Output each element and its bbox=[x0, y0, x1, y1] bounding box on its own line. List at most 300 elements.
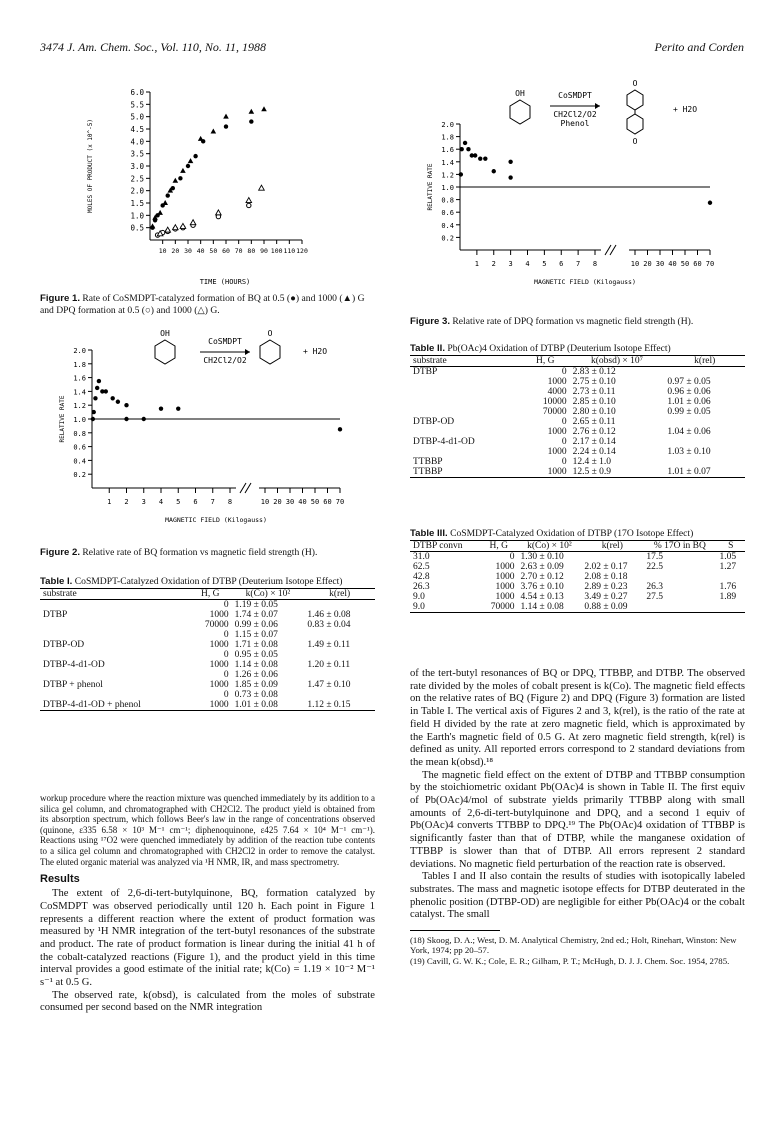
table-1-cell: 1.49 ± 0.11 bbox=[307, 639, 351, 650]
y-tick-label: 0.8 bbox=[73, 429, 86, 438]
y-tick-label: 0.4 bbox=[441, 221, 454, 230]
x-axis-label: TIME (HOURS) bbox=[199, 278, 251, 286]
phenol-oh-label: OH bbox=[515, 89, 525, 98]
table-1-cell: 1.74 ± 0.07 bbox=[234, 609, 278, 620]
scheme-water: + H2O bbox=[672, 105, 698, 114]
table-3-cell: 1000 bbox=[495, 571, 515, 582]
table-2-cell: TTBBP bbox=[413, 456, 443, 467]
table-3-cell bbox=[716, 572, 745, 582]
table-3-cell: 2.70 ± 0.12 bbox=[520, 571, 564, 582]
table-1-cell: 1.01 ± 0.08 bbox=[234, 699, 278, 710]
data-point bbox=[211, 128, 217, 133]
figure-1 bbox=[70, 88, 320, 293]
table-2-cell: 70000 bbox=[542, 406, 567, 417]
y-axis-label: MOLES OF PRODUCT (x 10^-5) bbox=[87, 119, 94, 213]
table-1-cell: 1.46 ± 0.08 bbox=[307, 609, 351, 620]
table-1-cell: 1.12 ± 0.15 bbox=[307, 699, 351, 710]
table-3-cell: 42.8 bbox=[413, 571, 430, 582]
y-axis-label: RELATIVE RATE bbox=[427, 163, 434, 211]
data-point bbox=[193, 154, 197, 158]
table-row bbox=[40, 660, 375, 670]
y-tick-label: 1.4 bbox=[441, 158, 454, 167]
data-point bbox=[459, 147, 463, 151]
scheme-catalyst: CoSMDPT bbox=[208, 337, 242, 346]
table-3-cell: 17.5 bbox=[646, 551, 663, 562]
x-tick-label: 60 bbox=[222, 247, 230, 255]
x-tick-label: 70 bbox=[234, 247, 243, 255]
table-1 bbox=[40, 588, 375, 711]
y-tick-label: 2.0 bbox=[73, 347, 86, 355]
table-3-cell: 31.0 bbox=[413, 551, 430, 562]
table-3-cell: 2.89 ± 0.23 bbox=[584, 581, 628, 592]
scheme-conditions: CH2Cl2/O2 bbox=[553, 110, 597, 119]
table-1-cell: 0.95 ± 0.05 bbox=[234, 649, 278, 660]
table-1-cell: 0.83 ± 0.04 bbox=[307, 619, 351, 630]
table-row bbox=[40, 680, 375, 690]
table-row bbox=[410, 447, 745, 457]
figure-2 bbox=[50, 330, 380, 550]
table-1-cell: DTBP + phenol bbox=[43, 679, 103, 690]
x-tick-label: 50 bbox=[310, 498, 320, 506]
phenol-oh-label: OH bbox=[160, 330, 170, 338]
table-3-header-3: k(rel) bbox=[581, 540, 643, 551]
workup-paragraph: workup procedure where the reaction mixture was quenched immediately by its addition to a silica gel column, and chromatographed with CH2Cl2. The product yield is obtained from its absorption spectrum, which follows Beer's law in the range of concentrations observed (quinone, ε335 6.58 × 10³ M⁻¹ cm⁻¹; diphenoquinone, ε425 7.64 × 10⁴ M⁻¹ cm⁻¹). Reactions using ¹⁷O2 were quenched immediately by addition of the reaction tube contents to a silica gel column and chromatographed with CH2Cl2 in order to remove the catalyst. The eluted organic material was analyzed via ¹H NMR, IR, and mass spectrometry. bbox=[40, 793, 375, 867]
x-tick-label: 60 bbox=[693, 260, 702, 268]
scheme-arrowhead bbox=[245, 349, 250, 355]
table-2-cell: 2.75 ± 0.10 bbox=[572, 376, 616, 387]
data-point bbox=[186, 164, 190, 168]
table-1-cell: 1000 bbox=[209, 639, 229, 650]
x-tick-label: 1 bbox=[474, 260, 479, 268]
scheme-conditions: CH2Cl2/O2 bbox=[203, 356, 247, 365]
table-3-header-1: H, G bbox=[480, 540, 518, 551]
table-2-cell bbox=[410, 387, 521, 397]
table-2-header-1: H, G bbox=[521, 355, 570, 366]
running-header-right: Perito and Corden bbox=[654, 40, 744, 54]
right-paragraph-3: Tables I and II also contain the results of studies with isotopically labeled substrates. The mass and magnetic isotope effects for DTBP deuterated in the phenolic position (DTBP-OD) are negligible for either Pb(OAc)4 or the cobalt catalyst. The small bbox=[410, 871, 745, 921]
data-point bbox=[466, 147, 470, 151]
y-tick-label: 4.0 bbox=[130, 137, 144, 147]
x-tick-label: 50 bbox=[680, 260, 690, 268]
dpq-o-top-label: O bbox=[632, 79, 638, 88]
table-3-cell: 1000 bbox=[495, 591, 515, 602]
table-3-cell: 1.27 bbox=[719, 561, 737, 572]
scheme-water: + H2O bbox=[302, 347, 328, 356]
table-3-cell: 3.76 ± 0.10 bbox=[520, 581, 564, 592]
y-tick-label: 3.0 bbox=[130, 162, 144, 171]
table-2-cell bbox=[664, 457, 745, 467]
data-point bbox=[459, 172, 463, 176]
table-3-cell: 0.88 ± 0.09 bbox=[584, 601, 628, 612]
table-2-title: Pb(OAc)4 Oxidation of DTBP (Deuterium Isotope Effect) bbox=[447, 343, 671, 354]
x-tick-label: 70 bbox=[335, 498, 345, 506]
table-2-cell bbox=[664, 437, 745, 447]
table-row bbox=[410, 387, 745, 397]
x-tick-label: 80 bbox=[247, 247, 256, 255]
table-3-caption bbox=[410, 528, 745, 540]
table-3-cell: 26.3 bbox=[413, 581, 430, 592]
table-2-header-2: k(obsd) × 10⁷ bbox=[570, 355, 665, 366]
axis-break bbox=[240, 483, 246, 493]
x-tick-label: 2 bbox=[124, 498, 129, 506]
table-2-cell: DTBP bbox=[413, 366, 438, 377]
y-tick-label: 5.0 bbox=[130, 112, 144, 122]
table-1-cell bbox=[304, 599, 375, 610]
x-axis-label: MAGNETIC FIELD (Kilogauss) bbox=[534, 278, 636, 286]
table-1-cell bbox=[40, 650, 189, 660]
y-tick-label: 2.5 bbox=[130, 174, 144, 184]
table-1-cell: 1000 bbox=[209, 609, 229, 620]
y-tick-label: 1.0 bbox=[130, 211, 144, 221]
data-point bbox=[180, 168, 186, 173]
data-point bbox=[162, 200, 168, 205]
table-3-cell: 1000 bbox=[495, 581, 515, 592]
table-3-cell: 22.5 bbox=[646, 561, 663, 572]
table-1-cell bbox=[40, 690, 189, 700]
data-point bbox=[142, 417, 146, 421]
data-point bbox=[111, 396, 115, 400]
x-tick-label: 10 bbox=[158, 247, 167, 255]
scheme-catalyst: CoSMDPT bbox=[558, 91, 592, 100]
table-2-caption bbox=[410, 343, 745, 355]
y-tick-label: 0.2 bbox=[73, 471, 86, 480]
data-point bbox=[259, 185, 265, 190]
data-point bbox=[223, 114, 229, 119]
table-1-cell bbox=[40, 620, 189, 630]
right-text bbox=[410, 668, 745, 966]
table-2-cell: 2.17 ± 0.14 bbox=[572, 436, 616, 447]
axis-break bbox=[605, 245, 611, 255]
figure-3-chart bbox=[410, 78, 750, 308]
y-tick-label: 1.6 bbox=[73, 374, 86, 383]
x-tick-label: 6 bbox=[193, 498, 198, 506]
table-2-cell: DTBP-OD bbox=[413, 416, 455, 427]
y-tick-label: 0.6 bbox=[73, 443, 86, 452]
y-tick-label: 1.0 bbox=[73, 416, 86, 424]
table-2-cell: 2.24 ± 0.14 bbox=[572, 446, 616, 457]
y-tick-label: 0.5 bbox=[130, 223, 144, 233]
table-1-header-1: H, G bbox=[189, 588, 232, 599]
left-text bbox=[40, 793, 375, 1015]
table-row bbox=[40, 640, 375, 650]
x-tick-label: 50 bbox=[209, 247, 218, 255]
table-3 bbox=[410, 540, 745, 613]
y-tick-label: 1.0 bbox=[441, 184, 454, 192]
table-1-header-2: k(Co) × 10² bbox=[232, 588, 305, 599]
y-tick-label: 2.0 bbox=[130, 186, 144, 196]
table-2-cell: 1000 bbox=[547, 426, 567, 437]
results-heading: Results bbox=[40, 873, 80, 886]
x-tick-label: 6 bbox=[559, 260, 564, 268]
table-1-cell: DTBP bbox=[43, 609, 68, 620]
results-paragraph-1: The extent of 2,6-di-tert-butylquinone, BQ, formation catalyzed by CoSMDPT was observed periodically until 120 h. Each point in Figure 1 represents a different reaction where the extent of product formation was measured by ¹H NMR integration of the tert-butyl resonances of the substrate and product. The rate of product formation is linear during the initial 41 h of the cobalt-catalyzed reactions (Figure 1), and the product yield in this time interval provides a good estimate of the initial rate; k(Co) = 1.19 × 10⁻² M⁻¹ s⁻¹ at 0.5 G. bbox=[40, 888, 375, 989]
table-1-cell: 70000 bbox=[204, 619, 229, 630]
table-3-cell: 9.0 bbox=[413, 591, 425, 602]
table-2-cell: 1.01 ± 0.07 bbox=[667, 466, 711, 477]
data-point bbox=[176, 406, 180, 410]
table-row bbox=[410, 366, 745, 377]
table-row bbox=[40, 700, 375, 711]
table-3-cell bbox=[643, 602, 716, 613]
quinone-o-label: O bbox=[267, 330, 273, 338]
table-3-cell: 1.30 ± 0.10 bbox=[520, 551, 564, 562]
x-tick-label: 7 bbox=[576, 260, 581, 268]
data-point bbox=[91, 417, 95, 421]
x-tick-label: 20 bbox=[643, 260, 652, 268]
table-1-label: Table I. bbox=[40, 576, 73, 587]
table-2-cell bbox=[410, 407, 521, 417]
table-2-cell: 2.76 ± 0.12 bbox=[572, 426, 616, 437]
table-row bbox=[40, 650, 375, 660]
x-tick-label: 30 bbox=[285, 498, 295, 506]
axis-break bbox=[245, 483, 251, 493]
table-2-cell: 12.5 ± 0.9 bbox=[572, 466, 612, 477]
data-point bbox=[159, 406, 163, 410]
table-row bbox=[410, 407, 745, 417]
y-tick-label: 0.8 bbox=[441, 196, 454, 205]
table-3-header-0: DTBP convn bbox=[410, 540, 480, 551]
table-2-block bbox=[410, 343, 745, 478]
x-tick-label: 90 bbox=[260, 247, 268, 255]
x-tick-label: 60 bbox=[323, 498, 332, 506]
y-tick-label: 1.5 bbox=[130, 199, 144, 208]
table-row bbox=[410, 551, 745, 562]
table-2-cell: 0.96 ± 0.06 bbox=[667, 386, 711, 397]
table-3-cell: 26.3 bbox=[646, 581, 663, 592]
figure-1-chart bbox=[70, 88, 320, 293]
table-2-cell: 1000 bbox=[547, 466, 567, 477]
axis-break bbox=[610, 245, 616, 255]
data-point bbox=[708, 201, 712, 205]
table-2-cell bbox=[410, 427, 521, 437]
data-point bbox=[104, 389, 108, 393]
figure-2-chart bbox=[50, 330, 380, 550]
y-tick-label: 5.5 bbox=[130, 100, 144, 110]
table-3-cell bbox=[581, 551, 643, 562]
table-2-cell bbox=[410, 377, 521, 387]
table-row bbox=[410, 427, 745, 437]
y-tick-label: 6.0 bbox=[130, 88, 144, 97]
table-1-cell bbox=[304, 690, 375, 700]
table-1-cell: DTBP-OD bbox=[43, 639, 85, 650]
dpq-o-bottom-label: O bbox=[632, 137, 638, 146]
y-tick-label: 2.0 bbox=[441, 121, 454, 129]
table-1-cell bbox=[304, 630, 375, 640]
table-1-header-0: substrate bbox=[40, 588, 189, 599]
table-row bbox=[410, 397, 745, 407]
reference-19: (19) Cavill, G. W. K.; Cole, E. R.; Gilham, P. T.; McHugh, D. J. J. Chem. Soc. 1954, 2785. bbox=[410, 955, 730, 966]
table-2-cell: 0 bbox=[561, 456, 567, 467]
data-point bbox=[188, 158, 194, 163]
table-2 bbox=[410, 355, 745, 478]
table-3-cell: 2.02 ± 0.17 bbox=[584, 561, 628, 572]
data-point bbox=[124, 403, 128, 407]
y-tick-label: 1.2 bbox=[73, 402, 86, 411]
x-tick-label: 40 bbox=[298, 498, 307, 506]
x-tick-label: 1 bbox=[107, 498, 112, 506]
data-point bbox=[249, 109, 255, 114]
y-tick-label: 0.2 bbox=[441, 234, 454, 243]
x-tick-label: 2 bbox=[491, 260, 496, 268]
dpq-ring-top bbox=[627, 90, 643, 110]
table-2-cell: 2.83 ± 0.12 bbox=[572, 366, 616, 377]
figure-1-caption bbox=[40, 293, 375, 316]
table-3-cell: 0 bbox=[509, 551, 515, 562]
data-point bbox=[246, 198, 252, 203]
x-tick-label: 8 bbox=[227, 498, 233, 506]
running-header-left: 3474 J. Am. Chem. Soc., Vol. 110, No. 11, 1988 bbox=[40, 40, 266, 54]
y-tick-label: 1.2 bbox=[441, 171, 454, 180]
x-tick-label: 3 bbox=[508, 260, 513, 268]
table-row bbox=[410, 417, 745, 427]
footnote-rule bbox=[410, 930, 500, 931]
table-1-cell: 1.85 ± 0.09 bbox=[234, 679, 278, 690]
data-point bbox=[166, 193, 170, 197]
y-tick-label: 0.4 bbox=[73, 457, 86, 466]
x-tick-label: 20 bbox=[273, 498, 282, 506]
table-row bbox=[40, 630, 375, 640]
data-point bbox=[216, 210, 222, 215]
quinone-ring bbox=[260, 340, 280, 364]
table-2-cell bbox=[664, 417, 745, 427]
data-point bbox=[261, 106, 267, 111]
table-1-cell: 1.26 ± 0.06 bbox=[234, 669, 278, 680]
table-1-cell: 1.15 ± 0.07 bbox=[234, 629, 278, 640]
table-2-cell: 1.04 ± 0.06 bbox=[667, 426, 711, 437]
table-row bbox=[410, 572, 745, 582]
table-3-label: Table III. bbox=[410, 528, 448, 539]
y-tick-label: 4.5 bbox=[130, 125, 144, 134]
table-2-cell: 0.99 ± 0.05 bbox=[667, 406, 711, 417]
table-2-cell: 0.97 ± 0.05 bbox=[667, 376, 711, 387]
y-tick-label: 1.4 bbox=[73, 388, 86, 397]
table-row bbox=[410, 457, 745, 467]
table-2-cell: 2.65 ± 0.11 bbox=[572, 416, 616, 427]
table-3-cell: 3.49 ± 0.27 bbox=[584, 591, 628, 602]
dpq-ring-bottom bbox=[627, 114, 643, 134]
y-axis-label: RELATIVE RATE bbox=[59, 395, 66, 443]
table-2-cell: 12.4 ± 1.0 bbox=[572, 456, 612, 467]
table-1-block bbox=[40, 576, 375, 711]
figure-1-caption-text: Rate of CoSMDPT-catalyzed formation of BQ at 0.5 (●) and 1000 (▲) G and DPQ formation at 0.5 (○) and 1000 (△) G. bbox=[40, 293, 365, 316]
table-row bbox=[410, 602, 745, 613]
table-row bbox=[410, 377, 745, 387]
table-row bbox=[40, 690, 375, 700]
table-1-cell: 1.47 ± 0.10 bbox=[307, 679, 351, 690]
table-1-cell: 0 bbox=[223, 689, 229, 700]
x-tick-label: 5 bbox=[176, 498, 181, 506]
data-point bbox=[92, 410, 96, 414]
x-tick-label: 3 bbox=[141, 498, 146, 506]
data-point bbox=[483, 156, 487, 160]
table-1-cell: 1.71 ± 0.08 bbox=[234, 639, 278, 650]
data-point bbox=[198, 136, 204, 141]
phenol-ring bbox=[155, 340, 175, 364]
figure-2-label: Figure 2. bbox=[40, 547, 80, 558]
table-1-cell: 0 bbox=[223, 599, 229, 610]
table-2-cell: 4000 bbox=[547, 386, 567, 397]
table-2-cell bbox=[410, 397, 521, 407]
phenol-ring bbox=[510, 100, 530, 124]
reference-18: (18) Skoog, D. A.; West, D. M. Analytical Chemistry, 2nd ed.; Holt, Rinehart, Winston: New York, 1974; pp 20–57. bbox=[410, 935, 737, 956]
table-3-cell: 1.76 bbox=[719, 581, 737, 592]
table-2-cell: 0 bbox=[561, 366, 567, 377]
figure-2-caption-text: Relative rate of BQ formation vs magnetic field strength (H). bbox=[82, 547, 318, 558]
data-point bbox=[173, 178, 179, 183]
right-paragraph-2: The magnetic field effect on the extent of DTBP and TTBBP consumption by the stoichiometric oxidant Pb(OAc)4 is shown in Table II. The first equiv of Pb(OAc)4/mol of substrate yields primarily TTBBP along with small amounts of 2,6-di-tert-butylquinone and DPQ, and a second 1 equiv of Pb(OAc)4 converts TTBBP to DPQ.¹⁹ The Pb(OAc)4 oxidation of TTBBP is significantly faster than that of DTBP, while the manganese oxidation of TTBBP is slower than that of DTBP. All errors represent 2 standard deviations. No magnetic field perturbation of the reaction rate is observed. bbox=[410, 769, 745, 870]
x-tick-label: 120 bbox=[296, 247, 308, 255]
data-point bbox=[508, 175, 512, 179]
y-tick-label: 1.6 bbox=[441, 146, 454, 155]
table-1-cell: 0 bbox=[223, 629, 229, 640]
table-3-cell: 4.54 ± 0.13 bbox=[520, 591, 564, 602]
table-3-cell: 62.5 bbox=[413, 561, 430, 572]
table-1-cell: 1000 bbox=[209, 679, 229, 690]
table-1-cell bbox=[304, 670, 375, 680]
table-2-label: Table II. bbox=[410, 343, 446, 354]
x-tick-label: 8 bbox=[592, 260, 598, 268]
y-tick-label: 3.5 bbox=[130, 149, 144, 159]
table-1-cell: DTBP-4-d1-OD bbox=[43, 659, 105, 670]
y-tick-label: 1.8 bbox=[441, 133, 454, 142]
table-row bbox=[410, 582, 745, 592]
y-tick-label: 1.8 bbox=[73, 360, 86, 369]
table-1-cell: 0.73 ± 0.08 bbox=[234, 689, 278, 700]
table-3-cell: 1.89 bbox=[719, 591, 737, 602]
table-row bbox=[40, 670, 375, 680]
x-tick-label: 10 bbox=[260, 498, 270, 506]
x-tick-label: 100 bbox=[270, 247, 283, 255]
x-tick-label: 70 bbox=[705, 260, 715, 268]
table-3-cell: 1000 bbox=[495, 561, 515, 572]
table-3-cell bbox=[643, 572, 716, 582]
table-2-cell: 1.01 ± 0.06 bbox=[667, 396, 711, 407]
data-point bbox=[97, 379, 101, 383]
x-tick-label: 110 bbox=[283, 247, 296, 255]
figure-3-caption bbox=[410, 316, 745, 328]
table-2-cell: TTBBP bbox=[413, 466, 443, 477]
table-3-cell: 27.5 bbox=[646, 591, 663, 602]
table-row bbox=[410, 437, 745, 447]
table-1-cell: DTBP-4-d1-OD + phenol bbox=[43, 699, 141, 710]
x-tick-label: 5 bbox=[542, 260, 547, 268]
table-2-cell: DTBP-4-d1-OD bbox=[413, 436, 475, 447]
table-2-cell: 2.73 ± 0.11 bbox=[572, 386, 616, 397]
data-point bbox=[157, 210, 163, 215]
table-2-cell: 1.03 ± 0.10 bbox=[667, 446, 711, 457]
table-2-cell: 0 bbox=[561, 436, 567, 447]
table-2-cell: 1000 bbox=[547, 376, 567, 387]
table-2-cell: 2.80 ± 0.10 bbox=[572, 406, 616, 417]
table-3-header-4: % 17O in BQ bbox=[643, 540, 716, 551]
table-3-cell: 9.0 bbox=[413, 601, 425, 612]
data-point bbox=[508, 160, 512, 164]
table-3-cell: 1.05 bbox=[719, 551, 737, 562]
figure-3 bbox=[410, 78, 750, 308]
table-2-cell: 1000 bbox=[547, 446, 567, 457]
data-point bbox=[124, 417, 128, 421]
table-2-header-0: substrate bbox=[410, 355, 521, 366]
table-2-cell: 2.85 ± 0.10 bbox=[572, 396, 616, 407]
figure-2-caption bbox=[40, 547, 375, 559]
table-row bbox=[40, 610, 375, 620]
data-point bbox=[338, 427, 342, 431]
x-tick-label: 40 bbox=[668, 260, 677, 268]
y-tick-label: 0.6 bbox=[441, 209, 454, 218]
data-point bbox=[249, 119, 253, 123]
table-3-cell: 2.63 ± 0.09 bbox=[520, 561, 564, 572]
right-paragraph-1: of the tert-butyl resonances of BQ or DPQ, TTBBP, and DTBP. The observed rate divided by the moles of cobalt present is k(Co). The magnetic field effects on the relative rates of BQ (Figure 2) and DPQ (Figure 3) formation are listed in Table I. The vertical axis of Figures 2 and 3, k(rel), is the ratio of the rate at field H divided by the rate at zero magnetic field, which is approximated by the Earth's magnetic field of 0.5 G. At zero magnetic field strength, k(rel) is defined as unity. All reported errors correspond to 2 standard deviations from the mean k(obsd).¹⁸ bbox=[410, 668, 745, 768]
